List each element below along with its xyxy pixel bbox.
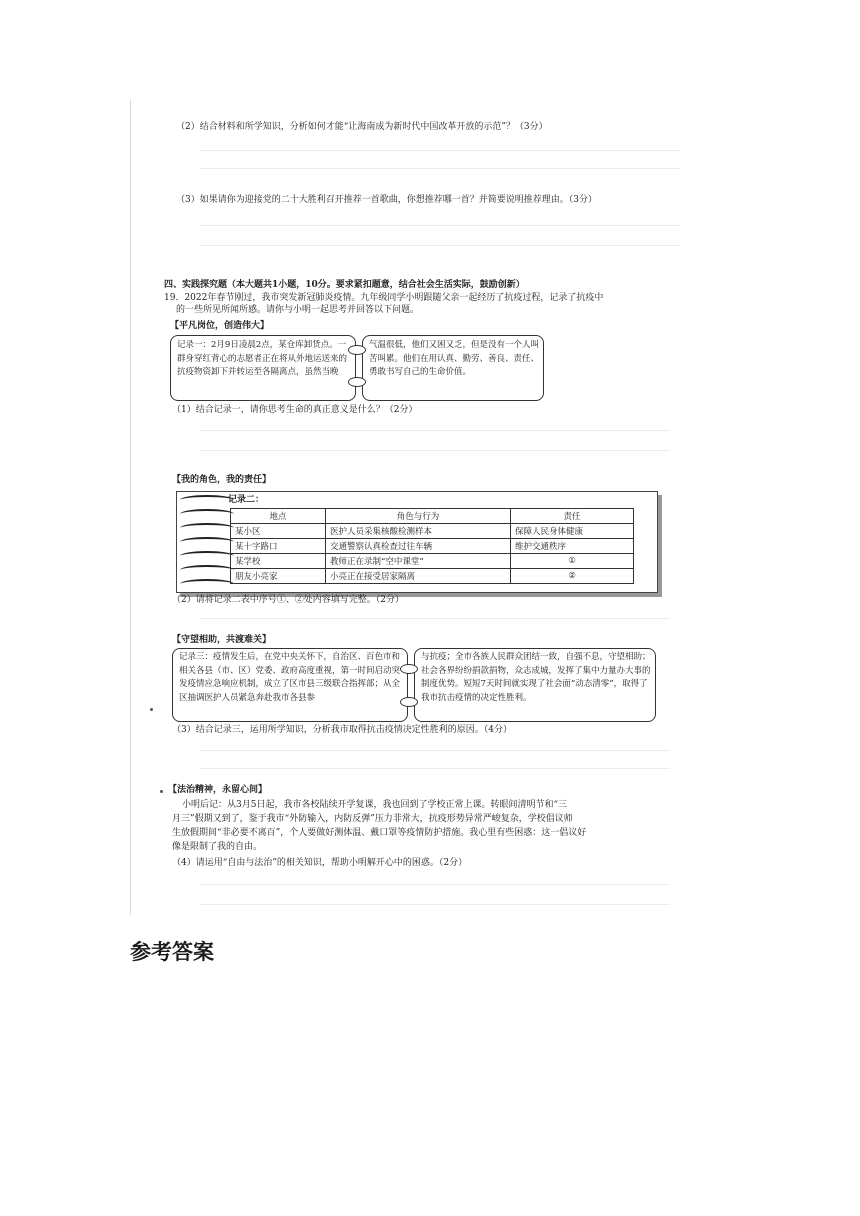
table-cell: 小亮正在接受居家隔离 — [326, 569, 511, 584]
binder-ring — [400, 664, 418, 674]
table-cell: 维护交通秩序 — [511, 539, 634, 554]
table-row — [231, 554, 634, 569]
notebook-spiral — [180, 495, 234, 505]
table-header-row — [231, 509, 634, 524]
table-cell: 医护人员采集核酸检测样本 — [326, 524, 511, 539]
answer-line — [200, 168, 680, 169]
notebook-spiral — [180, 509, 234, 519]
table-row — [231, 524, 634, 539]
record-1-left-text: 记录一：2月9日凌晨2点，某仓库卸货点。一群身穿红背心的志愿者正在将从外地运送来的抗疫物资卸下并转运至各隔离点，虽然当晚 — [177, 340, 348, 377]
notebook-spiral — [180, 523, 234, 533]
record-3-right-box — [414, 648, 656, 722]
part4-line2: 月三”假期又到了，鉴于我市“外防输入，内防反弹”压力非常大，抗疫形势异常严峻复杂，学校倡议师 — [172, 814, 573, 824]
table-cell: 某学校 — [231, 554, 326, 569]
binder-ring — [348, 377, 366, 387]
record-1-left-box — [170, 335, 356, 401]
answer-line — [200, 430, 670, 431]
record-2-table — [230, 508, 634, 584]
part2-question: （2）请将记录二表中序号①、②处内容填写完整。（2分） — [172, 595, 404, 605]
binder-ring — [400, 697, 418, 707]
answer-line — [200, 150, 680, 151]
record-2-label: 记录二： — [228, 495, 265, 505]
answer-line — [200, 884, 670, 885]
notebook-spiral — [180, 551, 234, 561]
table-header-cell: 责任 — [511, 509, 634, 524]
answer-line — [200, 618, 670, 619]
answer-line — [200, 245, 680, 246]
section-4-header: 四、实践探究题（本大题共1小题，10分。要求紧扣题意，结合社会生活实际，鼓励创新） — [164, 280, 525, 290]
bullet-dot — [160, 790, 163, 793]
part4-question: （4）请运用“自由与法治”的相关知识，帮助小明解开心中的困惑。（2分） — [172, 858, 468, 868]
answer-line — [200, 768, 670, 769]
scan-speck — [150, 708, 153, 711]
binder-ring — [348, 345, 366, 355]
notebook-spiral — [180, 579, 234, 589]
part1-title: 【平凡岗位，创造伟大】 — [170, 321, 270, 331]
record-3-left-box — [172, 648, 408, 722]
table-cell-blank-2: ② — [511, 569, 634, 584]
notebook-spiral — [180, 565, 234, 575]
table-row — [231, 539, 634, 554]
answer-title: 参考答案 — [130, 940, 214, 964]
record-3-left-text: 记录三：疫情发生后，在党中央关怀下，自治区、百色市和相关各县（市、区）党委、政府高度重视，第一时间启动突发疫情应急响应机制，成立了区市县三级联合指挥部；从全区抽调医护人员紧急奔赴我市各县参 — [179, 652, 401, 703]
table-cell: 某十字路口 — [231, 539, 326, 554]
notebook-spiral — [180, 537, 234, 547]
part3-question: （3）结合记录三，运用所学知识，分析我市取得抗击疫情决定性胜利的原因。（4分） — [172, 725, 512, 735]
part2-title: 【我的角色，我的责任】 — [172, 475, 272, 485]
table-cell: 交通警察认真检查过往车辆 — [326, 539, 511, 554]
scan-left-edge — [130, 100, 131, 915]
table-cell: 教师正在录制“空中课堂” — [326, 554, 511, 569]
question-19-line1: 19．2022年春节刚过，我市突发新冠肺炎疫情。九年级同学小明跟随父亲一起经历了抗疫过程，记录了抗疫中 — [164, 293, 604, 303]
table-row — [231, 569, 634, 584]
record-3-right-text: 与抗疫；全市各族人民群众团结一致，自强不息，守望相助；社会各界纷纷捐款捐物，众志成城，发挥了集中力量办大事的制度优势。短短7天时间就实现了社会面“动态清零”，取得了我市抗击疫情的决定性胜利。 — [421, 652, 651, 703]
part4-line1: 小明后记：从3月5日起，我市各校陆续开学复课，我也回到了学校正常上课。转眼间清明节和“三 — [182, 800, 568, 810]
question-2: （2）结合材料和所学知识，分析如何才能“让海南成为新时代中国改革开放的示范”？（3分） — [176, 122, 548, 132]
table-cell-blank-1: ① — [511, 554, 634, 569]
answer-line — [200, 750, 670, 751]
answer-line — [200, 225, 680, 226]
question-3: （3）如果请你为迎接党的二十大胜利召开推荐一首歌曲，你想推荐哪一首？并简要说明推荐理由。（3分） — [176, 195, 597, 205]
table-header-cell: 地点 — [231, 509, 326, 524]
record-1-right-text: 气温很低，他们又困又乏，但是没有一个人叫苦叫累。他们在用认真、勤劳、善良、责任、勇敢书写自己的生命价值。 — [369, 340, 540, 377]
record-1-right-box — [362, 335, 544, 401]
part4-title: 【法治精神，永留心间】 — [168, 785, 268, 795]
part1-question: （1）结合记录一，请你思考生命的真正意义是什么？（2分） — [172, 405, 418, 415]
question-19-line2: 的一些所见所闻所感。请你与小明一起思考并回答以下问题。 — [176, 305, 420, 315]
table-cell: 朋友小亮家 — [231, 569, 326, 584]
part3-title: 【守望相助，共渡难关】 — [172, 635, 272, 645]
part4-line4: 像是限制了我的自由。 — [172, 842, 263, 852]
table-cell: 保障人民身体健康 — [511, 524, 634, 539]
table-header-cell: 角色与行为 — [326, 509, 511, 524]
answer-line — [200, 904, 670, 905]
answer-line — [200, 450, 670, 451]
part4-line3: 生放假期间“非必要不离百”，个人要做好测体温、戴口罩等疫情防护措施。我心里有些困惑：这一倡议好 — [172, 828, 587, 838]
table-cell: 某小区 — [231, 524, 326, 539]
